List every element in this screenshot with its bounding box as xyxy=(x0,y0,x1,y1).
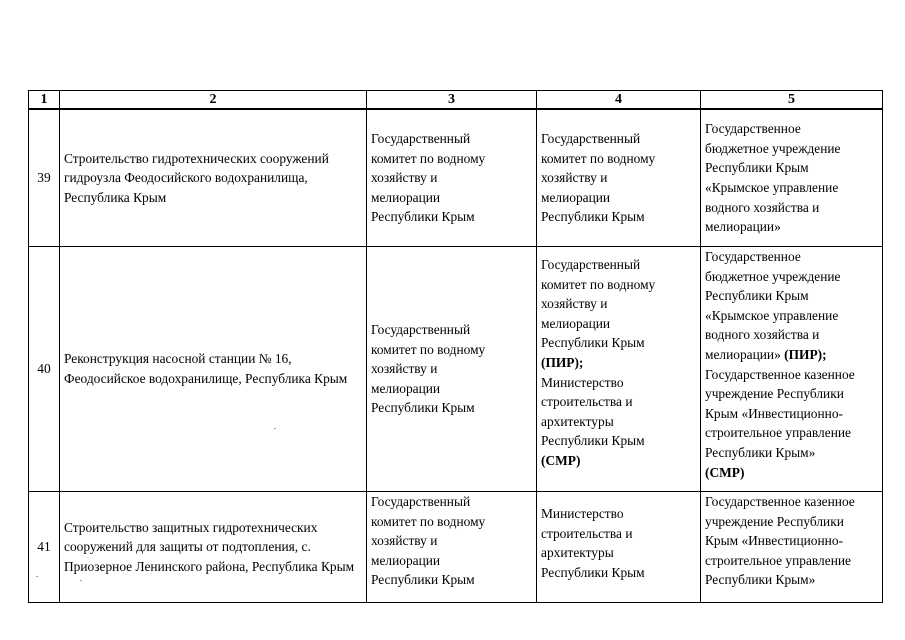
cell-line: архитектуры xyxy=(541,545,614,561)
cell-line: Государственный xyxy=(541,131,641,146)
header-cell-1: 1 xyxy=(29,91,60,110)
cell-line: Республики Крым» xyxy=(705,572,816,588)
cell-line: Министерство xyxy=(541,374,624,390)
executor-cell xyxy=(701,247,883,492)
table-row xyxy=(29,247,883,492)
cell-line: Крым «Инвестиционно- xyxy=(705,533,843,549)
cell-line: Республики Крым xyxy=(541,433,645,449)
cell-line: «Крымское управление xyxy=(705,307,839,323)
cell-line: мелиорации xyxy=(371,552,441,568)
scan-speck xyxy=(80,580,82,581)
row-number: 41 xyxy=(29,492,60,603)
cell-line: строительное управление xyxy=(705,425,851,441)
cell-line: водного хозяйства и xyxy=(705,199,820,215)
cell-line: Крым «Инвестиционно- xyxy=(705,405,843,421)
cell-line: хозяйству и xyxy=(541,296,608,312)
cell-line: мелиорации xyxy=(371,380,441,396)
stage-tag: (ПИР); xyxy=(541,354,584,370)
table-row xyxy=(29,492,883,603)
row-number: 40 xyxy=(29,247,60,492)
stage-tag: (ПИР); xyxy=(784,346,827,362)
cell-line: комитет по водному xyxy=(371,150,486,166)
cell-line: Республики Крым xyxy=(705,288,809,304)
cell-line: Министерство xyxy=(541,506,624,521)
cell-line: хозяйству и xyxy=(371,170,438,186)
cell-line: «Крымское управление xyxy=(705,180,839,195)
developer-cell xyxy=(537,492,701,603)
cell-line: комитет по водному xyxy=(541,150,656,166)
cell-line: Республики Крым xyxy=(541,209,645,225)
cell-line: бюджетное учреждение xyxy=(705,268,841,284)
cell-line: Республики Крым xyxy=(541,564,645,580)
cell-line: Государственный xyxy=(541,257,641,272)
cell-line: архитектуры xyxy=(541,413,614,429)
cell-line: Республики Крым xyxy=(371,209,475,225)
cell-line: Республики Крым xyxy=(371,572,475,588)
customer-cell xyxy=(367,109,537,247)
executor-cell xyxy=(701,109,883,247)
cell-line-text: мелиорации» xyxy=(705,346,781,362)
table-header-row xyxy=(29,91,883,110)
table-row xyxy=(29,109,883,247)
cell-line: Государственный xyxy=(371,322,471,338)
cell-line: комитет по водному xyxy=(371,341,486,357)
cell-line: учреждение Республики xyxy=(705,386,844,402)
cell-line: Государственный xyxy=(371,131,471,146)
customer-cell xyxy=(367,492,537,603)
cell-line: строительства и xyxy=(541,394,633,410)
cell-line: Республики Крым xyxy=(371,400,475,416)
cell-line: бюджетное учреждение xyxy=(705,140,841,156)
stage-tag: (СМР) xyxy=(705,464,745,480)
cell-line: комитет по водному xyxy=(371,513,486,529)
cell-line: Республики Крым xyxy=(705,160,809,176)
cell-line: Государственное казенное xyxy=(705,366,855,382)
customer-cell xyxy=(367,247,537,492)
cell-line: хозяйству и xyxy=(541,170,608,186)
object-name-cell: Строительство защитных гидротехнических сооружений для защиты от подтопления, с. Приозерное Ленинского района, Республика Крым xyxy=(60,492,367,603)
stage-tag: (СМР) xyxy=(541,452,581,468)
cell-line: водного хозяйства и xyxy=(705,327,820,343)
cell-line: хозяйству и xyxy=(371,361,438,377)
cell-line: учреждение Республики xyxy=(705,513,844,529)
cell-line: мелиорации» xyxy=(705,219,781,235)
cell-line: мелиорации xyxy=(541,315,611,331)
header-cell-5: 5 xyxy=(701,91,883,110)
cell-line: мелиорации xyxy=(541,189,611,205)
cell-line: Государственное казенное xyxy=(705,494,855,509)
executor-cell xyxy=(701,492,883,603)
object-name-cell: Строительство гидротехнических сооружений гидроузла Феодосийского водохранилища, Республика Крым xyxy=(60,109,367,247)
row-number: 39 xyxy=(29,109,60,247)
projects-table xyxy=(28,90,883,603)
cell-line: Государственное xyxy=(705,121,801,137)
cell-line: Государственное xyxy=(705,249,801,264)
scan-speck xyxy=(36,576,38,577)
header-cell-4: 4 xyxy=(537,91,701,110)
developer-cell xyxy=(537,109,701,247)
cell-line: хозяйству и xyxy=(371,533,438,549)
developer-cell xyxy=(537,247,701,492)
cell-line xyxy=(705,345,878,365)
object-name-cell: Реконструкция насосной станции № 16, Феодосийское водохранилище, Республика Крым xyxy=(60,247,367,492)
cell-line: Государственный xyxy=(371,494,471,509)
cell-line: мелиорации xyxy=(371,189,441,205)
header-cell-2: 2 xyxy=(60,91,367,110)
cell-line: Республики Крым» xyxy=(705,444,816,460)
cell-line: Республики Крым xyxy=(541,335,645,351)
cell-line: строительное управление xyxy=(705,552,851,568)
cell-line: строительства и xyxy=(541,525,633,541)
scan-speck xyxy=(274,428,276,429)
header-cell-3: 3 xyxy=(367,91,537,110)
cell-line: комитет по водному xyxy=(541,276,656,292)
